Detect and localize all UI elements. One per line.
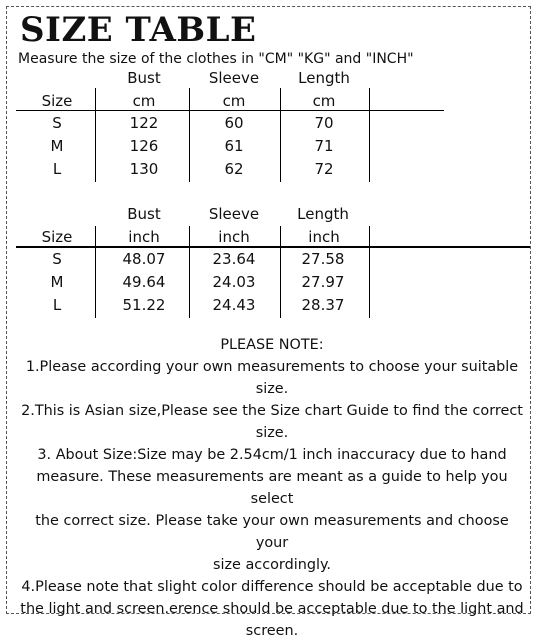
inch-row-length: 27.58	[301, 250, 345, 268]
page-title: SIZE TABLE	[20, 10, 257, 50]
inch-row-bust: 49.64	[122, 273, 166, 291]
cm-unit-length: cm	[312, 92, 336, 110]
note-line: size accordingly.	[212, 557, 331, 573]
inch-row-sleeve: 24.03	[212, 273, 256, 291]
cm-row-sleeve: 62	[224, 160, 244, 178]
cm-row-size: L	[52, 160, 62, 178]
inch-header-length: Length	[297, 205, 349, 223]
cm-row-sleeve: 61	[224, 137, 244, 155]
inch-row-bust: 51.22	[122, 296, 166, 314]
cm-row-length: 72	[314, 160, 334, 178]
note-line: 1.Please according your own measurements to choose your suitable	[25, 359, 519, 375]
cm-row-bust: 126	[129, 137, 159, 155]
note-line: 3. About Size:Size may be 2.54cm/1 inch inaccuracy due to hand	[37, 447, 507, 463]
note-line: size.	[255, 425, 289, 441]
cm-row-sleeve: 60	[224, 114, 244, 132]
note-line: the correct size. Please take your own measurements and choose your	[35, 513, 509, 551]
inch-header-sleeve: Sleeve	[208, 205, 260, 223]
note-line: screen.	[245, 623, 299, 639]
size-notes	[18, 334, 526, 642]
cm-row-length: 70	[314, 114, 334, 132]
inch-row-bust: 48.07	[122, 250, 166, 268]
cm-header-bust: Bust	[127, 69, 161, 87]
note-line: size.	[255, 381, 289, 397]
cm-header-length: Length	[298, 69, 350, 87]
subtitle: Measure the size of the clothes in "CM" "KG" and "INCH"	[18, 51, 414, 67]
note-line: 2.This is Asian size,Please see the Size chart Guide to find the correct	[21, 403, 523, 419]
inch-header-bust: Bust	[127, 205, 161, 223]
cm-row-bust: 122	[129, 114, 159, 132]
inch-row-sleeve: 23.64	[212, 250, 256, 268]
inch-row-size: M	[50, 273, 64, 291]
note-line: the light and screen.erence should be acceptable due to the light and	[20, 601, 524, 617]
inch-row-length: 28.37	[301, 296, 345, 314]
cm-row-bust: 130	[129, 160, 159, 178]
cm-header-size: Size	[41, 92, 73, 110]
cm-header-sleeve: Sleeve	[208, 69, 260, 87]
inch-row-size: S	[52, 250, 62, 268]
note-line: measure. These measurements are meant as a guide to help you select	[36, 469, 508, 507]
inch-unit-length: inch	[308, 228, 340, 246]
inch-header-size: Size	[41, 228, 73, 246]
cm-row-size: S	[52, 114, 62, 132]
cm-row-length: 71	[314, 137, 334, 155]
inch-row-length: 27.97	[301, 273, 345, 291]
inch-unit-bust: inch	[128, 228, 160, 246]
cm-unit-sleeve: cm	[222, 92, 246, 110]
note-line: 4.Please note that slight color difference should be acceptable due to	[21, 579, 523, 595]
cm-row-size: M	[50, 137, 64, 155]
cm-unit-bust: cm	[132, 92, 156, 110]
inch-row-sleeve: 24.43	[212, 296, 256, 314]
inch-row-size: L	[52, 296, 62, 314]
notes-heading: PLEASE NOTE:	[220, 337, 324, 353]
inch-unit-sleeve: inch	[218, 228, 250, 246]
